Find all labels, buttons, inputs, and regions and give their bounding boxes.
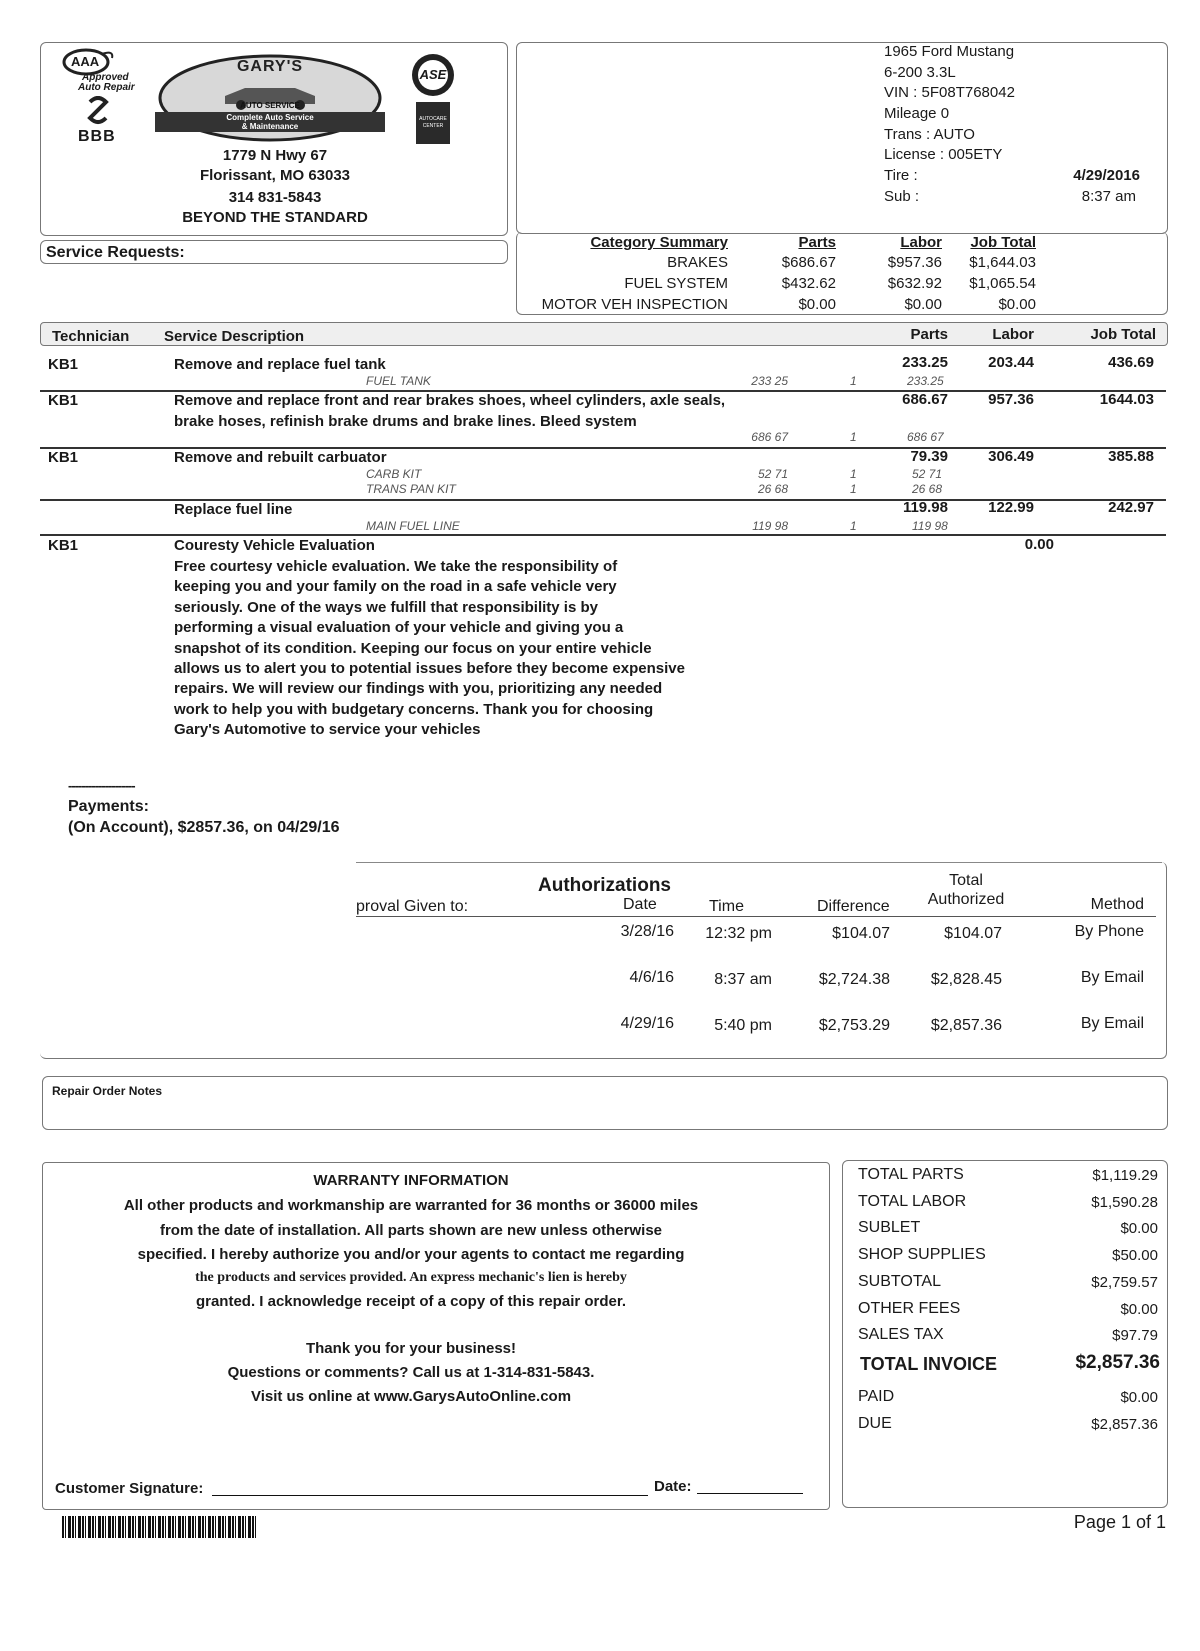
- order-date: 4/29/2016: [1073, 167, 1140, 184]
- warranty-line-2: from the date of installation. All parts shown are new unless otherwise: [159, 1222, 663, 1239]
- warranty-line-5: granted. I acknowledge receipt of a copy of this repair order.: [195, 1293, 627, 1310]
- category-total: $1,644.03: [969, 254, 1036, 271]
- totals-label: SHOP SUPPLIES: [858, 1246, 986, 1263]
- description-header: Service Description: [164, 328, 305, 345]
- auth-time: 5:40 pm: [714, 1017, 772, 1034]
- payments-separator: --------------------: [68, 778, 135, 793]
- row-labor: 306.49: [988, 448, 1034, 465]
- aaa-logo: [62, 48, 142, 98]
- garys-auto-service: AUTO SERVICE: [240, 101, 300, 110]
- row-parts: 233.25: [902, 354, 948, 371]
- auth-total-header-2: Authorized: [927, 891, 1005, 908]
- row-labor: 203.44: [988, 354, 1034, 371]
- totals-label: TOTAL LABOR: [858, 1193, 967, 1210]
- signature-date-line[interactable]: [697, 1493, 803, 1494]
- website-message: Visit us online at www.GarysAutoOnline.com: [250, 1388, 572, 1405]
- row-desc: Remove and rebuilt carbuator: [174, 449, 387, 466]
- totals-label: SALES TAX: [858, 1326, 944, 1343]
- bbb-text: BBB: [78, 128, 116, 145]
- warranty-line-1: All other products and workmanship are warranted for 36 months or 36000 miles: [123, 1197, 699, 1214]
- auth-total: $2,828.45: [930, 971, 1002, 988]
- evaluation-line: snapshot of its condition. Keeping our focus on your entire vehicle: [174, 639, 652, 657]
- category-name: MOTOR VEH INSPECTION: [541, 296, 728, 313]
- part-qty: 1: [850, 374, 857, 388]
- row-labor: 957.36: [988, 391, 1034, 408]
- category-labor-header: Labor: [900, 234, 942, 251]
- part-qty: 1: [850, 482, 857, 496]
- part-price: 233 25: [751, 374, 788, 388]
- row-tech: KB1: [48, 537, 79, 554]
- totals-value: $0.00: [1120, 1301, 1158, 1318]
- shop-address-1: 1779 N Hwy 67: [222, 147, 328, 164]
- warranty-line-3: specified. I hereby authorize you and/or your agents to contact me regarding: [137, 1246, 685, 1263]
- part-name: CARB KIT: [366, 467, 422, 481]
- part-price: 119 98: [752, 519, 788, 533]
- evaluation-line: Free courtesy vehicle evaluation. We take the responsibility of: [174, 558, 618, 575]
- part-price: 26 68: [757, 482, 788, 496]
- garys-tagline-2: & Maintenance: [241, 122, 299, 131]
- row-total: 385.88: [1108, 448, 1154, 465]
- total-invoice-label: TOTAL INVOICE: [860, 1354, 998, 1374]
- authorizations-title: Authorizations: [538, 875, 671, 896]
- aaa-auto-repair: Auto Repair: [78, 82, 135, 93]
- vehicle-info-box: [516, 42, 1168, 234]
- vehicle-sub: Sub :: [884, 188, 920, 205]
- totals-value: $50.00: [1112, 1247, 1158, 1264]
- thanks-message: Thank you for your business!: [305, 1340, 517, 1357]
- category-summary-header: Category Summary: [590, 234, 728, 251]
- evaluation-line: seriously. One of the ways we fulfill that responsibility is by: [174, 598, 598, 616]
- category-labor: $957.36: [887, 254, 942, 271]
- customer-signature-label: Customer Signature:: [55, 1480, 204, 1497]
- paid-value: $0.00: [1120, 1389, 1158, 1406]
- payments-detail: (On Account), $2857.36, on 04/29/16: [68, 819, 340, 836]
- row-total: 242.97: [1108, 499, 1154, 516]
- evaluation-line: repairs. We will review our findings with you, prioritizing any needed: [174, 680, 663, 698]
- autocare-logo: [416, 102, 450, 144]
- auth-header-divider: [356, 916, 1156, 917]
- part-ext: 119 98: [912, 519, 948, 533]
- garys-name: GARY'S: [236, 58, 304, 75]
- part-ext: 233.25: [907, 374, 944, 388]
- totals-value: $2,759.57: [1091, 1274, 1158, 1291]
- auth-diff: $2,753.29: [818, 1017, 890, 1034]
- auth-method: By Email: [1080, 969, 1144, 986]
- shop-slogan: BEYOND THE STANDARD: [182, 209, 368, 226]
- part-name: MAIN FUEL LINE: [366, 519, 460, 533]
- evaluation-line: Gary's Automotive to service your vehicles: [174, 721, 481, 739]
- part-name: FUEL TANK: [366, 374, 431, 388]
- totals-value: $0.00: [1120, 1220, 1158, 1237]
- row-parts: 686.67: [902, 391, 948, 408]
- vehicle-model: 1965 Ford Mustang: [884, 43, 1015, 60]
- part-ext: 26 68: [912, 482, 943, 496]
- signature-date-label: Date:: [654, 1478, 692, 1495]
- questions-message: Questions or comments? Call us at 1-314-831-5843.: [227, 1364, 595, 1381]
- category-name: FUEL SYSTEM: [624, 275, 728, 292]
- category-labor: $632.92: [887, 275, 942, 292]
- totals-value: $97.79: [1112, 1327, 1158, 1344]
- auth-date: 3/28/16: [620, 923, 674, 940]
- part-price: 52 71: [757, 467, 788, 481]
- totals-label: TOTAL PARTS: [858, 1166, 964, 1183]
- paid-label: PAID: [858, 1388, 895, 1405]
- authorizations-top-line: [356, 862, 1162, 863]
- totals-label: SUBTOTAL: [858, 1273, 941, 1290]
- auth-time: 12:32 pm: [705, 925, 772, 942]
- ase-logo: [410, 52, 460, 98]
- category-parts: $0.00: [798, 296, 836, 313]
- totals-label: SUBLET: [858, 1219, 921, 1236]
- evaluation-line: work to help you with budgetary concerns. Thank you for choosing: [174, 700, 654, 718]
- row-desc: Replace fuel line: [174, 501, 293, 518]
- auth-time: 8:37 am: [714, 971, 772, 988]
- garys-tagline-1: Complete Auto Service: [226, 113, 314, 122]
- autocare-text: AUTOCARE CENTER: [419, 116, 447, 129]
- part-price: 686 67: [751, 430, 788, 444]
- parts-header: Parts: [910, 326, 948, 343]
- auth-diff: $104.07: [832, 925, 890, 942]
- row-labor: 0.00: [1024, 536, 1054, 553]
- row-desc: Couresty Vehicle Evaluation: [174, 537, 375, 554]
- barcode: [62, 1516, 258, 1538]
- row-parts: 79.39: [910, 448, 948, 465]
- part-qty: 1: [850, 467, 857, 481]
- row-total: 436.69: [1108, 354, 1154, 371]
- totals-value: $1,590.28: [1091, 1194, 1158, 1211]
- approval-given-label: proval Given to:: [356, 898, 469, 915]
- auth-total: $2,857.36: [930, 1017, 1002, 1034]
- service-requests-label: Service Requests:: [46, 244, 185, 261]
- auth-date: 4/29/16: [620, 1015, 674, 1032]
- auth-diff: $2,724.38: [818, 971, 890, 988]
- row-tech: KB1: [48, 392, 79, 409]
- category-total: $0.00: [998, 296, 1036, 313]
- part-ext: 686 67: [907, 430, 944, 444]
- repair-notes-label: Repair Order Notes: [52, 1084, 163, 1098]
- totals-value: $1,119.29: [1092, 1167, 1158, 1184]
- auth-total-header-1: Total: [949, 872, 983, 889]
- category-parts: $432.62: [781, 275, 836, 292]
- payments-label: Payments:: [68, 798, 149, 815]
- warranty-box: [42, 1162, 830, 1510]
- due-value: $2,857.36: [1091, 1416, 1158, 1433]
- evaluation-line: keeping you and your family on the road in a safe vehicle very: [174, 578, 617, 596]
- garys-logo: [155, 52, 385, 144]
- auth-date: 4/6/16: [629, 969, 674, 986]
- row-tech: KB1: [48, 356, 79, 373]
- shop-address-2: Florissant, MO 63033: [199, 167, 351, 184]
- vehicle-mileage: Mileage 0: [884, 105, 950, 122]
- row-tech: KB1: [48, 449, 79, 466]
- auth-method: By Phone: [1074, 923, 1144, 940]
- row-parts: 119.98: [902, 499, 948, 516]
- row-labor: 122.99: [988, 499, 1034, 516]
- auth-time-header: Time: [709, 898, 744, 915]
- category-name: BRAKES: [667, 254, 728, 271]
- auth-diff-header: Difference: [817, 898, 890, 915]
- category-parts: $686.67: [781, 254, 836, 271]
- warranty-title: WARRANTY INFORMATION: [313, 1172, 509, 1189]
- part-ext: 52 71: [912, 467, 943, 481]
- row-desc-line-2: brake hoses, refinish brake drums and brake lines. Bleed system: [174, 413, 637, 430]
- evaluation-line: allows us to alert you to potential issues before they become expensive: [174, 660, 685, 678]
- technician-header: Technician: [52, 328, 130, 345]
- vehicle-vin: VIN : 5F08T768042: [884, 84, 1015, 101]
- part-qty: 1: [850, 519, 857, 533]
- due-label: DUE: [858, 1415, 892, 1432]
- aaa-approved: Approved: [82, 72, 129, 83]
- vehicle-trans: Trans : AUTO: [884, 126, 975, 143]
- labor-header: Labor: [992, 326, 1034, 343]
- customer-signature-line[interactable]: [212, 1495, 648, 1496]
- vehicle-tire: Tire :: [884, 167, 918, 184]
- category-labor: $0.00: [904, 296, 942, 313]
- shop-phone: 314 831-5843: [228, 189, 322, 206]
- row-desc: Remove and replace fuel tank: [174, 356, 386, 373]
- bbb-torch-icon: [86, 96, 110, 130]
- bbb-logo: [78, 96, 118, 146]
- order-time: 8:37 am: [1081, 188, 1136, 205]
- warranty-line-4: the products and services provided. An express mechanic's lien is hereby: [195, 1270, 627, 1285]
- vehicle-engine: 6-200 3.3L: [884, 64, 956, 81]
- evaluation-text: [174, 557, 685, 741]
- auth-date-header: Date: [623, 896, 657, 913]
- totals-label: OTHER FEES: [858, 1300, 961, 1317]
- row-total: 1644.03: [1099, 391, 1154, 408]
- part-qty: 1: [850, 430, 857, 444]
- category-total: $1,065.54: [969, 275, 1036, 292]
- auth-method-header: Method: [1090, 896, 1144, 913]
- category-total-header: Job Total: [970, 234, 1036, 251]
- row-desc-line-1: Remove and replace front and rear brakes shoes, wheel cylinders, axle seals,: [174, 392, 726, 409]
- evaluation-line: performing a visual evaluation of your vehicle and giving you a: [174, 619, 624, 637]
- job-total-header: Job Total: [1090, 326, 1156, 343]
- part-name: TRANS PAN KIT: [366, 482, 456, 496]
- aaa-text: AAA: [71, 54, 100, 69]
- auth-total: $104.07: [944, 925, 1002, 942]
- auth-method: By Email: [1080, 1015, 1144, 1032]
- category-parts-header: Parts: [798, 234, 836, 251]
- repair-notes-box: [42, 1076, 1168, 1130]
- page-number: Page 1 of 1: [1073, 1512, 1166, 1532]
- total-invoice-value: $2,857.36: [1075, 1352, 1160, 1373]
- vehicle-license: License : 005ETY: [884, 146, 1003, 163]
- ase-text: ASE: [419, 67, 447, 82]
